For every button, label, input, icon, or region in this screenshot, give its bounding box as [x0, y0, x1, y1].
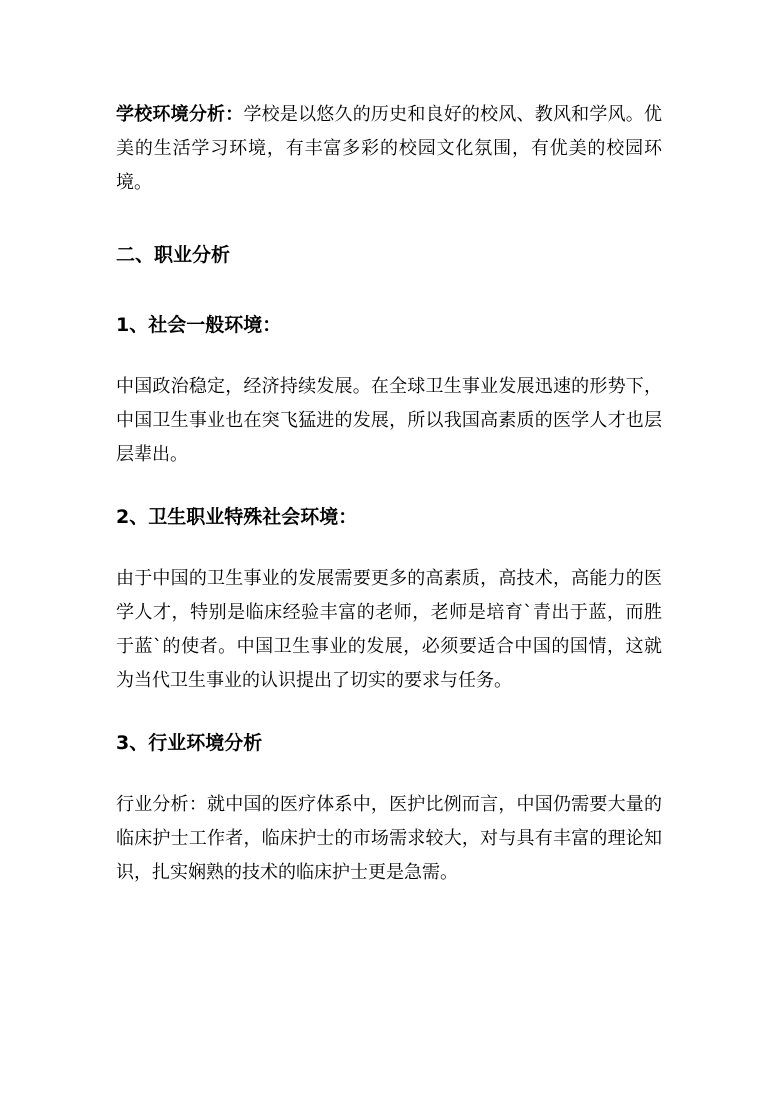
health-career-environment-paragraph: 由于中国的卫生事业的发展需要更多的高素质，高技术，高能力的医学人才，特别是临床经验丰富的老师，老师是培育`青出于蓝，而胜于蓝`的使者。中国卫生事业的发展，必须要适合中国的国情，这就为当代卫生事业的认识提出了切实的要求与任务。 — [116, 568, 662, 691]
school-environment-text: 学校是以悠久的历史和良好的校风、教风和学风。优美的生活学习环境，有丰富多彩的校园文化氛围，有优美的校园环境。 — [116, 104, 663, 193]
industry-environment-heading: 3、行业环境分析 — [116, 732, 263, 754]
industry-environment-paragraph: 行业分析：就中国的医疗体系中，医护比例而言，中国仍需要大量的临床护士工作者，临床护士的市场需求较大，对与具有丰富的理论知识，扎实娴熟的技术的临床护士更是急需。 — [116, 794, 662, 883]
document-page — [116, 98, 662, 890]
school-environment-label: 学校环境分析： — [116, 104, 244, 125]
health-career-environment-heading: 2、卫生职业特殊社会环境： — [116, 506, 358, 528]
social-environment-paragraph: 中国政治稳定，经济持续发展。在全球卫生事业发展迅速的形势下，中国卫生事业也在突飞猛进的发展，所以我国高素质的医学人才也层层辈出。 — [116, 376, 662, 465]
section-two-title: 二、职业分析 — [116, 244, 231, 266]
school-environment-paragraph — [116, 98, 662, 200]
social-environment-heading: 1、社会一般环境： — [116, 314, 282, 336]
